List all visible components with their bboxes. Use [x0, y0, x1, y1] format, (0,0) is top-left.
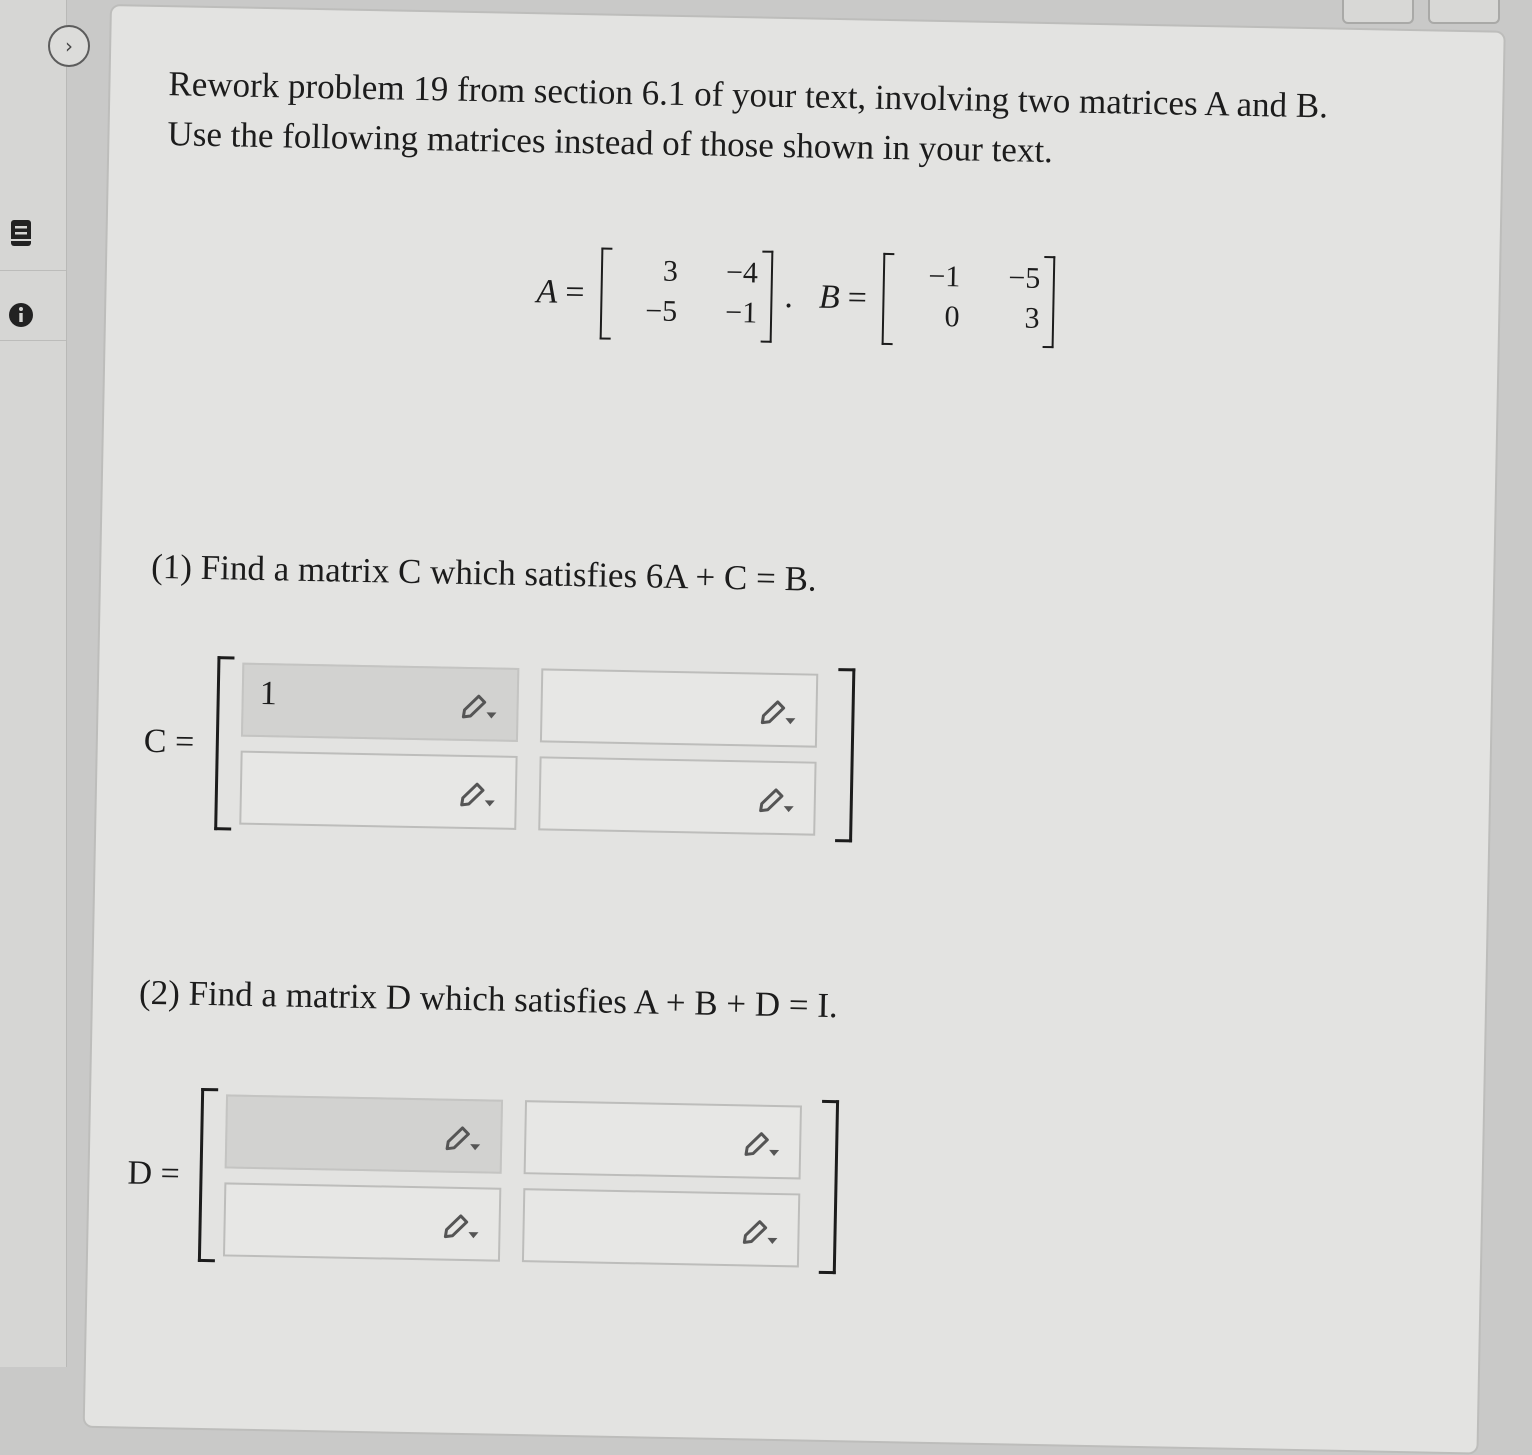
pencil-icon[interactable]	[440, 1208, 481, 1241]
part2-question: (2) Find a matrix D which satisfies A + B + D = I.	[138, 972, 839, 1026]
cell-value: 1	[259, 675, 278, 713]
rail-divider	[0, 340, 66, 341]
book-icon[interactable]	[8, 220, 34, 246]
question-panel	[83, 4, 1506, 1455]
matrix-definitions	[536, 242, 1062, 352]
matrix-c-cell-2-1[interactable]	[239, 751, 517, 830]
matrix-d-answer	[126, 1087, 839, 1275]
rail-divider	[0, 270, 66, 271]
top-tab[interactable]	[1342, 0, 1414, 24]
part1-question: (1) Find a matrix C which satisfies 6A + C = B.	[150, 546, 818, 599]
matrix-b-entry: −5	[1008, 261, 1041, 295]
pencil-icon[interactable]	[457, 776, 498, 809]
matrix-b-entry: 0	[944, 300, 960, 334]
pencil-icon[interactable]	[458, 688, 499, 721]
top-tab[interactable]	[1428, 0, 1500, 24]
problem-intro	[167, 59, 1429, 183]
right-bracket	[1043, 256, 1056, 348]
matrix-a-entry: 3	[662, 254, 679, 288]
expand-sidebar-button[interactable]	[48, 25, 90, 67]
right-bracket	[761, 251, 774, 343]
matrix-b-name: B	[818, 278, 841, 317]
separator: .	[784, 278, 794, 316]
info-icon[interactable]	[8, 302, 34, 328]
pencil-icon[interactable]	[739, 1213, 780, 1246]
matrix-c-answer	[142, 655, 855, 843]
equals-sign: =	[564, 273, 585, 312]
equals-sign: =	[847, 279, 868, 317]
matrix-b-entry: −1	[928, 259, 961, 294]
matrix-b-entry: 3	[1024, 301, 1040, 335]
right-bracket	[835, 668, 855, 842]
chevron-right-icon: ›	[65, 34, 73, 58]
matrix-d-cell-2-1[interactable]	[223, 1182, 501, 1261]
matrix-a-name: A	[536, 273, 558, 311]
matrix-c-label: C =	[143, 722, 195, 761]
right-bracket	[819, 1100, 839, 1274]
matrix-d-cell-2-2[interactable]	[522, 1188, 800, 1267]
matrix-d-cell-1-1[interactable]	[225, 1094, 503, 1173]
matrix-c-cell-1-1[interactable]	[241, 663, 519, 742]
matrix-a-entry: −5	[644, 294, 678, 328]
pencil-icon[interactable]	[442, 1120, 483, 1153]
pencil-icon[interactable]	[741, 1125, 782, 1158]
matrix-c-cell-2-2[interactable]	[538, 756, 816, 835]
left-rail	[0, 0, 67, 1367]
matrix-b	[882, 253, 1056, 348]
matrix-c-cell-1-2[interactable]	[540, 668, 818, 747]
matrix-a-entry: −1	[724, 295, 758, 330]
pencil-icon[interactable]	[757, 694, 798, 727]
intro-line-1: Rework problem 19 from section 6.1 of your text, involving two matrices A and B.	[168, 64, 1329, 126]
matrix-d-cell-1-2[interactable]	[524, 1100, 802, 1179]
intro-line-2: Use the following matrices instead of those shown in your text.	[167, 114, 1054, 171]
matrix-d-label: D =	[127, 1154, 181, 1193]
matrix-a	[600, 247, 774, 342]
pencil-icon[interactable]	[756, 782, 797, 815]
matrix-a-entry: −4	[725, 255, 759, 290]
